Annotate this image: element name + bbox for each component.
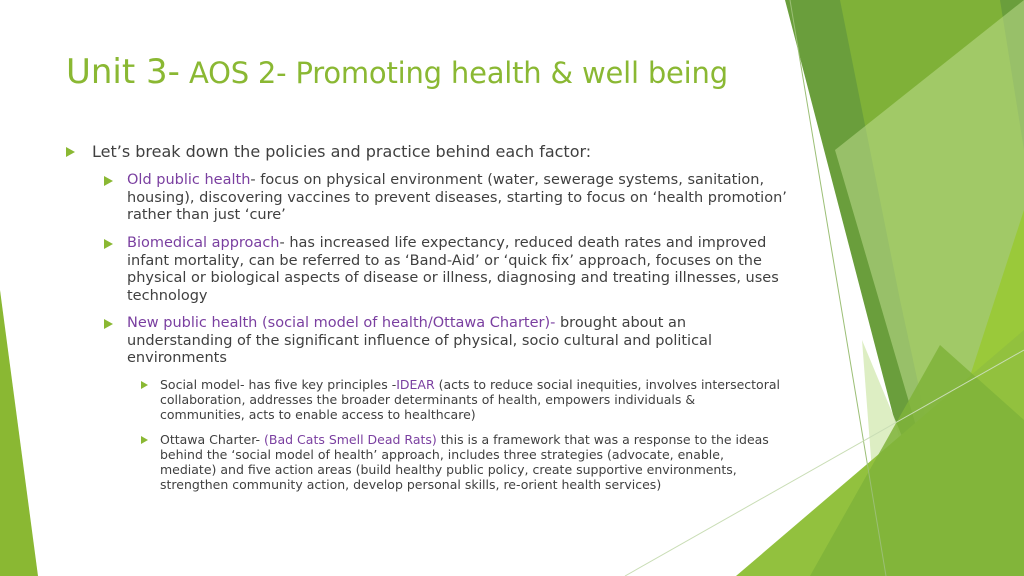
point-text: brought about an understanding of the significant influence of physical, socio cultural and political environments	[127, 315, 712, 366]
term-old-public-health: Old public health	[127, 172, 251, 188]
bg-shape-left-strip	[0, 290, 38, 576]
point-new-public-health	[127, 315, 742, 368]
term-new-public-health: New public health (social model of health/Ottawa Charter)-	[127, 315, 556, 331]
subpoint-ottawa-charter	[160, 432, 780, 492]
subpoint-text: this is a framework that was a response to the ideas behind the ‘social model of health’ approach, includes three strategies (advocate, enable, mediate) and five action areas (build healthy public policy, create supportive environments, strengthen community action, develop personal skills, re-orient health services)	[160, 432, 769, 492]
point-text: - has increased life expectancy, reduced death rates and improved infant mortality, can be referred to as ‘Band-Aid’ or ‘quick fix’ approach, focuses on the physical or biological aspects of disease or illness, diagnosing and treating illnesses, uses technology	[127, 235, 779, 304]
term-idear: IDEAR	[396, 377, 435, 392]
bullet-arrow-icon	[141, 436, 148, 444]
bullet-arrow-icon	[141, 381, 148, 389]
subpoint-text: (acts to reduce social inequities, involves intersectoral collaboration, addresses the broader determinants of health, empowers individuals & communities, acts to enable access to healthcare)	[160, 377, 780, 422]
subpoint-lead: Ottawa Charter-	[160, 432, 265, 447]
bullet-arrow-icon	[104, 319, 113, 329]
bullet-arrow-icon	[104, 176, 113, 186]
term-bad-cats-smell-dead-rats: (Bad Cats Smell Dead Rats)	[264, 432, 437, 447]
title-topic: AOS 2- Promoting health & well being	[179, 56, 728, 90]
subpoint-lead: Social model- has five key principles -	[160, 377, 397, 392]
point-old-public-health	[127, 172, 787, 225]
page-title	[66, 52, 728, 92]
subpoint-social-model	[160, 377, 780, 422]
point-biomedical-approach	[127, 235, 787, 305]
title-unit: Unit 3-	[66, 52, 180, 92]
bullet-arrow-icon	[66, 147, 75, 157]
term-biomedical-approach: Biomedical approach	[127, 235, 280, 251]
bullet-arrow-icon	[104, 239, 113, 249]
point-text: - focus on physical environment (water, sewerage systems, sanitation, housing), discovering vaccines to prevent diseases, starting to focus on ‘health promotion’ rather than just ‘cure’	[127, 172, 787, 223]
intro-text: Let’s break down the policies and practice behind each factor:	[92, 142, 592, 161]
